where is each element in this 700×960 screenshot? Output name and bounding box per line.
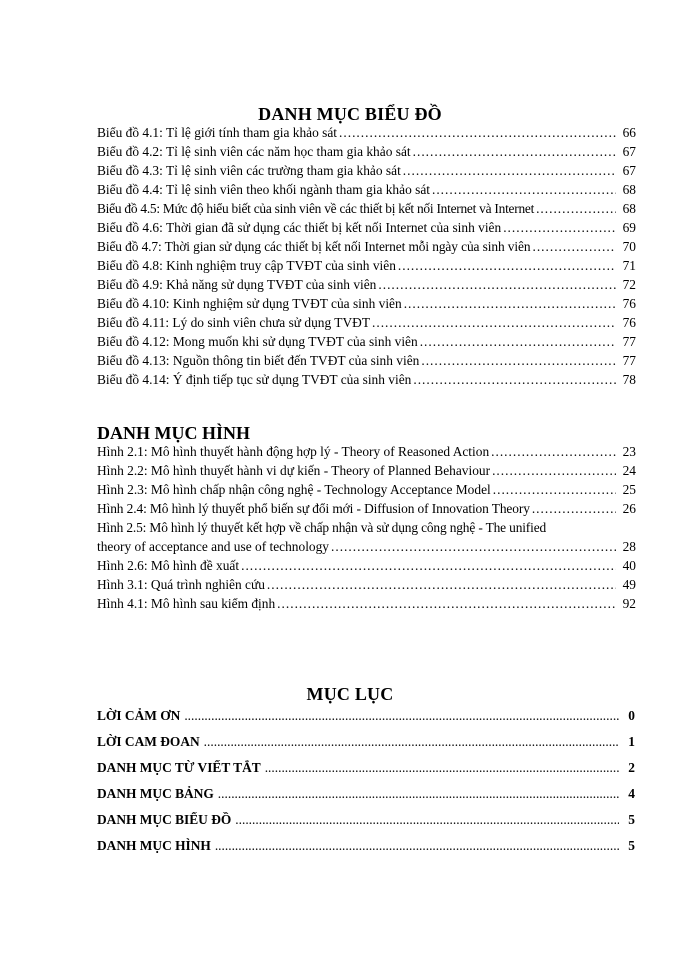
entry-label: Biểu đồ 4.4: Tỉ lệ sinh viên theo khối ngành tham gia khảo sát (97, 182, 430, 197)
entry-label: Biểu đồ 4.1: Tỉ lệ giới tính tham gia khảo sát (97, 125, 338, 140)
dot-leader (493, 482, 616, 498)
dot-leader (413, 144, 616, 160)
entry-page: 71 (622, 258, 636, 273)
entry-label: Hình 2.5: Mô hình lý thuyết kết hợp về chấp nhận và sử dụng công nghệ - The unified (97, 520, 547, 535)
entry-page: 76 (622, 296, 636, 311)
entry-label: LỜI CAM ĐOAN (97, 734, 200, 749)
toc-item[interactable] (97, 786, 635, 812)
list-item[interactable] (97, 577, 636, 596)
entry-page: 67 (622, 144, 636, 159)
list-item[interactable] (97, 277, 636, 296)
list-item-wrapped-first-line[interactable] (97, 520, 636, 539)
entry-label: Hình 2.2: Mô hình thuyết hành vi dự kiến - Theory of Planned Behaviour (97, 463, 491, 478)
dot-leader (204, 734, 619, 750)
entry-page: 28 (622, 539, 636, 554)
dot-leader (372, 315, 616, 331)
entry-label: Hình 2.1: Mô hình thuyết hành động hợp lý - Theory of Reasoned Action (97, 444, 490, 459)
toc-list (97, 708, 635, 864)
dot-leader (339, 125, 616, 141)
entry-page: 0 (628, 708, 635, 723)
entry-page: 26 (622, 501, 636, 516)
entry-page: 25 (622, 482, 636, 497)
dot-leader (432, 182, 616, 198)
entry-label: DANH MỤC BẢNG (97, 786, 214, 801)
list-item[interactable] (97, 558, 636, 577)
dot-leader (241, 558, 616, 574)
dot-leader (331, 539, 616, 555)
dot-leader (420, 334, 616, 350)
entry-label: Biểu đồ 4.8: Kinh nghiệm truy cập TVĐT của sinh viên (97, 258, 396, 273)
entry-page: 5 (628, 838, 635, 853)
entry-label: Hình 3.1: Quá trình nghiên cứu (97, 577, 265, 592)
dot-leader (398, 258, 616, 274)
entry-page: 67 (622, 163, 636, 178)
entry-page: 78 (622, 372, 636, 387)
charts-heading: DANH MỤC BIỂU ĐỒ (258, 104, 442, 124)
entry-label: Hình 2.4: Mô hình lý thuyết phổ biến sự đổi mới - Diffusion of Innovation Theory (97, 501, 530, 516)
entry-label: Hình 2.3: Mô hình chấp nhận công nghệ - Technology Acceptance Model (97, 482, 491, 497)
charts-list (97, 125, 636, 391)
list-item[interactable] (97, 482, 636, 501)
list-item[interactable] (97, 372, 636, 391)
entry-label: Biểu đồ 4.7: Thời gian sử dụng các thiết bị kết nối Internet mỗi ngày của sinh viên (97, 239, 531, 254)
entry-page: 72 (622, 277, 636, 292)
entry-label: LỜI CẢM ƠN (97, 708, 181, 723)
dot-leader (532, 239, 616, 255)
list-item[interactable] (97, 125, 636, 144)
entry-label: Biểu đồ 4.11: Lý do sinh viên chưa sử dụng TVĐT (97, 315, 371, 330)
figures-heading: DANH MỤC HÌNH (97, 423, 250, 443)
entry-label: Hình 4.1: Mô hình sau kiểm định (97, 596, 276, 611)
entry-page: 49 (622, 577, 636, 592)
list-item[interactable] (97, 296, 636, 315)
list-item[interactable] (97, 463, 636, 482)
entry-label: Biểu đồ 4.3: Tỉ lệ sinh viên các trường tham gia khảo sát (97, 163, 401, 178)
entry-page: 23 (622, 444, 636, 459)
dot-leader (403, 163, 616, 179)
entry-label: Biểu đồ 4.6: Thời gian đã sử dụng các thiết bị kết nối Internet của sinh viên (97, 220, 502, 235)
entry-page: 76 (622, 315, 636, 330)
list-item[interactable] (97, 501, 636, 520)
entry-page: 92 (622, 596, 636, 611)
toc-item[interactable] (97, 708, 635, 734)
entry-label: DANH MỤC TỪ VIẾT TẮT (97, 760, 261, 775)
dot-leader (184, 708, 619, 724)
list-item[interactable] (97, 201, 636, 220)
toc-heading: MỤC LỤC (306, 684, 394, 704)
figures-list (97, 444, 636, 615)
entry-page: 77 (622, 353, 636, 368)
entry-label: Biểu đồ 4.14: Ý định tiếp tục sử dụng TVĐT của sinh viên (97, 372, 412, 387)
list-item[interactable] (97, 539, 636, 558)
dot-leader (265, 760, 619, 776)
list-item[interactable] (97, 444, 636, 463)
entry-page: 66 (622, 125, 636, 140)
entry-label: theory of acceptance and use of technology (97, 539, 330, 554)
entry-page: 69 (622, 220, 636, 235)
list-item[interactable] (97, 334, 636, 353)
entry-page: 5 (628, 812, 635, 827)
list-item[interactable] (97, 163, 636, 182)
entry-page: 1 (628, 734, 635, 749)
entry-page: 77 (622, 334, 636, 349)
entry-label: Biểu đồ 4.10: Kinh nghiệm sử dụng TVĐT của sinh viên (97, 296, 402, 311)
dot-leader (235, 812, 619, 828)
dot-leader (218, 786, 619, 802)
list-item[interactable] (97, 258, 636, 277)
list-item[interactable] (97, 144, 636, 163)
entry-page: 4 (628, 786, 635, 801)
entry-page: 40 (622, 558, 636, 573)
toc-item[interactable] (97, 760, 635, 786)
list-item[interactable] (97, 315, 636, 334)
entry-label: DANH MỤC BIỂU ĐỒ (97, 812, 232, 827)
dot-leader (215, 838, 619, 854)
dot-leader (413, 372, 616, 388)
entry-label: DANH MỤC HÌNH (97, 838, 211, 853)
entry-label: Biểu đồ 4.13: Nguồn thông tin biết đến TVĐT của sinh viên (97, 353, 420, 368)
list-item[interactable] (97, 220, 636, 239)
dot-leader (404, 296, 616, 312)
entry-page: 24 (622, 463, 636, 478)
dot-leader (532, 501, 616, 517)
entry-page: 68 (622, 201, 636, 216)
list-item[interactable] (97, 596, 636, 615)
entry-label: Biểu đồ 4.5: Mức độ hiểu biết của sinh viên về các thiết bị kết nối Internet và Internet (97, 201, 535, 216)
toc-item[interactable] (97, 734, 635, 760)
dot-leader (491, 444, 616, 460)
dot-leader (503, 220, 616, 236)
entry-label: Biểu đồ 4.9: Khả năng sử dụng TVĐT của sinh viên (97, 277, 377, 292)
entry-label: Biểu đồ 4.2: Tỉ lệ sinh viên các năm học tham gia khảo sát (97, 144, 411, 159)
list-item[interactable] (97, 353, 636, 372)
toc-item[interactable] (97, 812, 635, 838)
dot-leader (421, 353, 616, 369)
entry-page: 2 (628, 760, 635, 775)
list-item[interactable] (97, 182, 636, 201)
entry-page: 70 (622, 239, 636, 254)
entry-label: Biểu đồ 4.12: Mong muốn khi sử dụng TVĐT của sinh viên (97, 334, 418, 349)
dot-leader (277, 596, 616, 612)
entry-page: 68 (622, 182, 636, 197)
dot-leader (378, 277, 616, 293)
list-item[interactable] (97, 239, 636, 258)
dot-leader (267, 577, 616, 593)
entry-label: Hình 2.6: Mô hình đề xuất (97, 558, 240, 573)
dot-leader (536, 201, 616, 217)
toc-item[interactable] (97, 838, 635, 864)
dot-leader (492, 463, 616, 479)
